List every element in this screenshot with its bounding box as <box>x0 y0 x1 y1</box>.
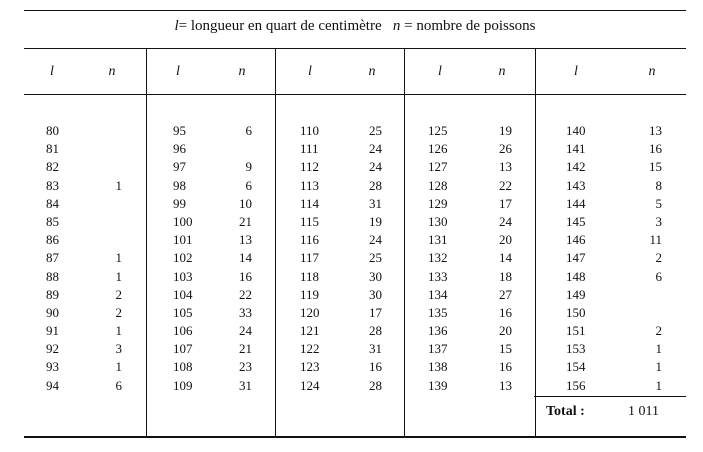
group-3-n-column <box>352 122 382 395</box>
cell-l: 106 <box>173 323 193 339</box>
total-rule <box>534 396 686 397</box>
cell-n <box>224 140 252 158</box>
cell-l: 89 <box>46 286 59 302</box>
cell-l: 93 <box>46 359 59 375</box>
cell-l: 110 <box>300 123 320 138</box>
cell-n <box>96 231 122 249</box>
cell-n: 1 <box>655 377 662 393</box>
cell-l: 90 <box>46 304 59 320</box>
cell-n: 24 <box>369 232 382 248</box>
cell-l: 120 <box>300 304 320 320</box>
cell-l: 135 <box>428 304 448 320</box>
cell-l: 138 <box>428 359 448 375</box>
cell-l: 119 <box>300 286 320 302</box>
cell-l: 103 <box>173 268 193 284</box>
cell-n: 19 <box>369 213 382 229</box>
cell-n: 24 <box>369 159 382 175</box>
cell-n: 31 <box>239 377 252 393</box>
cell-n <box>634 304 662 322</box>
cell-n: 16 <box>649 141 662 157</box>
cell-n: 6 <box>115 377 122 393</box>
cell-l: 128 <box>428 177 448 193</box>
cell-n: 21 <box>239 341 252 357</box>
cell-n: 13 <box>649 123 662 138</box>
cell-l: 94 <box>46 377 59 393</box>
cell-l: 99 <box>173 195 186 211</box>
header-n-5: n <box>648 64 656 79</box>
cell-l: 86 <box>46 232 59 248</box>
cell-l: 140 <box>566 123 586 138</box>
cell-n: 30 <box>369 268 382 284</box>
cell-n: 13 <box>499 159 512 175</box>
cell-l: 125 <box>428 123 448 138</box>
cell-l: 82 <box>46 159 59 175</box>
cell-n: 11 <box>649 232 662 248</box>
cell-n: 8 <box>655 177 662 193</box>
group-5-n-column <box>634 122 662 395</box>
column-divider-4 <box>535 49 536 436</box>
cell-l: 136 <box>428 323 448 339</box>
cell-l: 156 <box>566 377 586 393</box>
caption-rule <box>24 48 686 49</box>
cell-l: 153 <box>566 341 586 357</box>
top-rule <box>24 10 686 11</box>
header-n-4: n <box>498 64 506 79</box>
cell-n: 22 <box>499 177 512 193</box>
cell-n: 6 <box>245 177 252 193</box>
total-label: Total : <box>546 404 585 419</box>
cell-l: 111 <box>300 141 319 157</box>
cell-l: 114 <box>300 195 320 211</box>
cell-l: 132 <box>428 250 448 266</box>
cell-n: 5 <box>655 195 662 211</box>
cell-n: 25 <box>369 250 382 266</box>
cell-n: 20 <box>499 232 512 248</box>
cell-n: 6 <box>655 268 662 284</box>
cell-l: 147 <box>566 250 586 266</box>
cell-n: 31 <box>369 341 382 357</box>
cell-n <box>96 122 122 140</box>
cell-l: 139 <box>428 377 448 393</box>
header-n-1: n <box>108 64 116 79</box>
cell-n: 28 <box>369 377 382 393</box>
caption-n-symbol: n <box>392 18 401 34</box>
cell-n: 31 <box>369 195 382 211</box>
caption-l-symbol: l <box>174 18 179 34</box>
cell-l: 142 <box>566 159 586 175</box>
cell-l: 100 <box>173 213 193 229</box>
cell-n: 16 <box>239 268 252 284</box>
cell-l: 150 <box>566 304 586 320</box>
cell-n: 19 <box>499 123 512 138</box>
cell-n: 16 <box>369 359 382 375</box>
group-2-n-column <box>224 122 252 395</box>
column-divider-1 <box>146 49 147 436</box>
cell-n <box>96 158 122 176</box>
cell-l: 146 <box>566 232 586 248</box>
cell-l: 143 <box>566 177 586 193</box>
cell-n <box>96 213 122 231</box>
column-divider-3 <box>404 49 405 436</box>
group-1-l-column <box>46 122 76 395</box>
cell-l: 122 <box>300 341 320 357</box>
header-rule <box>24 94 686 95</box>
cell-n <box>634 286 662 304</box>
cell-l: 95 <box>173 123 186 138</box>
cell-l: 137 <box>428 341 448 357</box>
cell-l: 87 <box>46 250 59 266</box>
cell-l: 85 <box>46 213 59 229</box>
cell-n: 2 <box>115 286 122 302</box>
cell-l: 84 <box>46 195 59 211</box>
header-n-3: n <box>368 64 376 79</box>
cell-l: 149 <box>566 286 586 302</box>
cell-n: 10 <box>239 195 252 211</box>
cell-n: 21 <box>239 213 252 229</box>
cell-n: 25 <box>369 123 382 138</box>
cell-n: 1 <box>115 359 122 375</box>
cell-l: 151 <box>566 323 586 339</box>
cell-l: 96 <box>173 141 186 157</box>
cell-l: 105 <box>173 304 193 320</box>
group-5-l-column <box>566 122 596 395</box>
cell-l: 92 <box>46 341 59 357</box>
caption-n-text: = nombre de poissons <box>404 18 536 34</box>
cell-l: 127 <box>428 159 448 175</box>
cell-n: 13 <box>499 377 512 393</box>
cell-n: 17 <box>499 195 512 211</box>
cell-n: 28 <box>369 177 382 193</box>
cell-l: 98 <box>173 177 186 193</box>
cell-n: 2 <box>655 323 662 339</box>
cell-l: 88 <box>46 268 59 284</box>
cell-n: 23 <box>239 359 252 375</box>
cell-l: 91 <box>46 323 59 339</box>
cell-l: 141 <box>566 141 586 157</box>
cell-n: 2 <box>655 250 662 266</box>
cell-l: 124 <box>300 377 320 393</box>
cell-l: 80 <box>46 123 59 138</box>
cell-n: 24 <box>369 141 382 157</box>
cell-n: 9 <box>245 159 252 175</box>
cell-l: 97 <box>173 159 186 175</box>
group-1-n-column <box>96 122 122 395</box>
cell-n: 1 <box>115 268 122 284</box>
cell-l: 148 <box>566 268 586 284</box>
cell-n: 1 <box>115 177 122 193</box>
cell-n: 27 <box>499 286 512 302</box>
cell-n: 26 <box>499 141 512 157</box>
cell-n: 28 <box>369 323 382 339</box>
cell-l: 83 <box>46 177 59 193</box>
cell-n: 15 <box>499 341 512 357</box>
cell-n: 1 <box>115 250 122 266</box>
header-l-4: l <box>438 64 442 79</box>
cell-l: 121 <box>300 323 320 339</box>
cell-l: 101 <box>173 232 193 248</box>
cell-l: 154 <box>566 359 586 375</box>
cell-l: 116 <box>300 232 320 248</box>
cell-l: 134 <box>428 286 448 302</box>
cell-l: 131 <box>428 232 448 248</box>
cell-n: 16 <box>499 304 512 320</box>
cell-n: 3 <box>655 213 662 229</box>
cell-l: 117 <box>300 250 320 266</box>
cell-n <box>96 140 122 158</box>
group-2-l-column <box>173 122 203 395</box>
cell-n: 22 <box>239 286 252 302</box>
cell-l: 109 <box>173 377 193 393</box>
cell-l: 102 <box>173 250 193 266</box>
cell-n: 14 <box>239 250 252 266</box>
cell-n: 1 <box>115 323 122 339</box>
cell-l: 129 <box>428 195 448 211</box>
cell-l: 112 <box>300 159 320 175</box>
group-3-l-column <box>300 122 330 395</box>
cell-l: 118 <box>300 268 320 284</box>
cell-l: 113 <box>300 177 320 193</box>
cell-n: 2 <box>115 304 122 320</box>
cell-l: 123 <box>300 359 320 375</box>
cell-l: 107 <box>173 341 193 357</box>
header-n-2: n <box>238 64 246 79</box>
group-4-n-column <box>482 122 512 395</box>
cell-n: 6 <box>245 123 252 138</box>
cell-n: 24 <box>499 213 512 229</box>
cell-n: 18 <box>499 268 512 284</box>
caption-l-text: = longueur en quart de centimètre <box>178 18 382 34</box>
cell-l: 81 <box>46 141 59 157</box>
cell-n: 16 <box>499 359 512 375</box>
column-divider-2 <box>275 49 276 436</box>
table-caption <box>24 18 686 35</box>
cell-l: 145 <box>566 213 586 229</box>
header-l-2: l <box>176 64 180 79</box>
cell-n: 1 <box>655 359 662 375</box>
cell-l: 108 <box>173 359 193 375</box>
cell-l: 115 <box>300 213 320 229</box>
cell-n: 15 <box>649 159 662 175</box>
bottom-rule <box>24 436 686 438</box>
cell-n: 13 <box>239 232 252 248</box>
total-value: 1 011 <box>628 404 659 419</box>
cell-n: 30 <box>369 286 382 302</box>
header-l-1: l <box>50 64 54 79</box>
cell-l: 126 <box>428 141 448 157</box>
cell-n: 17 <box>369 304 382 320</box>
cell-l: 144 <box>566 195 586 211</box>
header-l-3: l <box>308 64 312 79</box>
cell-n: 1 <box>655 341 662 357</box>
cell-l: 130 <box>428 213 448 229</box>
cell-n: 33 <box>239 304 252 320</box>
cell-l: 104 <box>173 286 193 302</box>
cell-n: 14 <box>499 250 512 266</box>
header-l-5: l <box>574 64 578 79</box>
cell-n: 24 <box>239 323 252 339</box>
cell-n <box>96 195 122 213</box>
cell-n: 3 <box>115 341 122 357</box>
cell-l: 133 <box>428 268 448 284</box>
group-4-l-column <box>428 122 458 395</box>
cell-n: 20 <box>499 323 512 339</box>
